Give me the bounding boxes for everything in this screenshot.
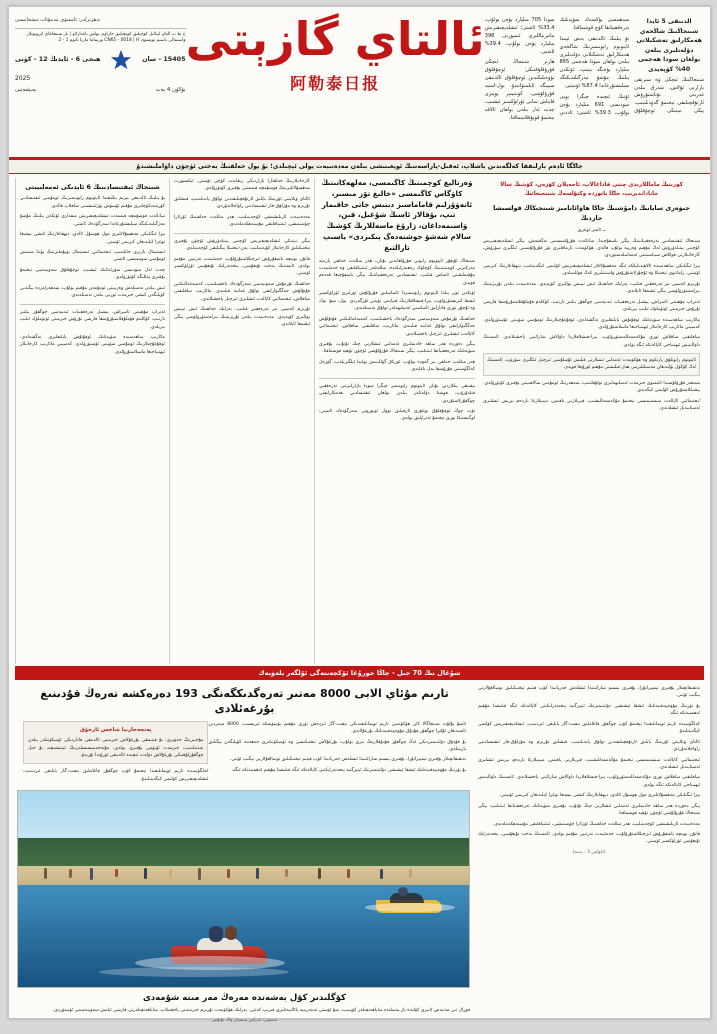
photo-credit: تەسۋىر: ئەركىن پەيسان ۋاڭ تۇتۇس [211,1017,278,1023]
column-a-subtitle: جىۋەرى سايانىڭ دامۇشنىڭ جاڭا ھاۋائانامىز شىنجىڭاڭ قولسىشا جازدىڭ [493,204,690,223]
lower-left-para: ئالتاي ۋىلايىتى ئۆزىنىڭ بايلىق ئارتۇقچىلىقىدىن تولۇق پايدىلىنىپ، قىشلىق تۇرىزم ۋە مۇزلۇق-قار ئىقتىسادىنى راۋاجلاندۇردى. [478,739,700,753]
column-a-para: يېزا ئىگىلىكى ساھەسىدە ئالاھىدىلىككە ئىگە مەھسۇلاتلار ئىشلەپچىقىرىش كۆلىمى كېڭەيتىلىپ، دېھقانلارنىڭ كىرىمى ئۆستى. زامانىۋى تېخنىكا ۋە ئۇچۇرلاشتۇرۇش ۋاسىتىلىرى كەڭ قوللىنىلدى. [483,263,700,277]
lower-left-para: ئىجتىمائىي كاپالەت سىستېمىسى تېخىمۇ مۇكەممەللىشىپ، قېرىلارنى باقىش، مېيىپلارغا ياردەم بېرىش ئىشلىرى ئەستايىدىل ئىشلەندى. [478,757,700,770]
masthead-dateline [15,74,186,84]
banner-slogan: جاڭگا ئادەم بارلىققا كەلگەندىن باشلاپ، ئەقىل-پاراسەتنىڭ ئويغىنىشى بىلەن مەدەنىيەت يولى ئېچىلدى؛ بۇ يول خەلقنىڭ بەختى ئۈچۈن داۋاملىشىدۇ [9,159,710,174]
section-bar: شۇغال نىڭ 70 جىل - جاڭا جورۇغا ئۆكجەنتەگى ئۆلگەر بلەۋبەك [15,666,704,680]
feature-col-left [19,721,208,787]
masthead-issue-line [15,49,186,71]
lower-left-text [474,685,704,1031]
photo-wake [365,903,455,912]
masthead [9,7,710,159]
column-b [314,178,479,664]
column-c-para: مەدەنىيەت ئارىلىشىشى كۈچەيتىلىپ، ھەر مىللەت خەلقىنىڭ ئۆزئارا چۈشىنىشى، ئىتتىپاقلىقى مۇستەھكەملەندى. [174,214,310,228]
feature-para: كەلگۈسىدە تارىم ئويمانلىقىدا تېخىمۇ كۆپ چوڭقۇر قاتلاملىق نېفىت-گاز بايلىقى ئىزدىنىپ، ئىشلەپچىقىرىش كۆلىمى كېڭەيتىلىدۇ. [23,769,209,782]
column-d-para: چەت ئەل سودىسى سۈرئەتلىك ئېشىپ، ئوچۇقلۇق سەۋىيەسى تېخىمۇ يۇقىرى پەللىگە كۆتۈرۈلدى. [20,267,165,281]
star-icon [110,49,132,71]
left-col-para: بۇ يىلنىڭ ئالدىنقى بەش ئېيىدا ئاپتونوم رايونىمىزنىڭ شاڭخەي ھەمكارلىق تەشكىلاتى دۆلەتلىرى بىلەن بولغان سودا ھەجمى 865 مىليارد يۈەنگە يېتىپ، ئۆتكەن يىلنىڭ مۇشۇ مەزگىلىدىكىگە سېلىشتۇرغاندا 87.4% ئۆستى. [559,35,630,90]
column-a-para: شەھەر قۇرۇلۇشىدا ئاممىۋى خىزمەت ئەسلىھەلىرى تولۇقلىنىپ، شەھەرنىڭ ئومۇمىي سالاھىيىتى يۇقىرى كۆتۈرۈلدى. يېشىللاشتۇرۇش كۆلىمى كېڭەيدى. [483,380,700,394]
issue-date: ھىجى 6 - ئايدىڭ 12 - كۈنى [15,55,101,64]
column-a-para: مائارىپ ساھەسىدە سۈپەتلىك ئوقۇتۇش بايلىقلىرى تەڭشەلدى، ئوقۇغۇچىلارنىڭ ئومۇمىي سۈپىتى ئۆستۈرۈلدى. كەسپىي مائارىپ كارخانىلار ئېھتىياجىغا ماسلاشتۇرۇلدى. [483,317,700,330]
column-b-para: ئۆتكەن ئون يىلدا ئاپتونوم رايونىمىزدا ئاساسلىق قۇرۇلۇش تۈرلىرى ئۈزلۈكسىز ئىشقا كىرىشتۈرۈلۈپ، يېزا-قىشلاقلارنىڭ قىياپىتى تۈپتىن ئۆزگەردى. يول، سۇ، توك ۋە ئۇچۇر تورى قاتارلىق ئاساسىي ئەسلىھەلەر تولۇق تەمىنلەندى. [319,291,475,312]
column-d-para: مائارىپ ساھەسىدە سۈپەتلىك ئوقۇتۇش بايلىقلىرى تەڭشەلدى، ئوقۇغۇچىلارنىڭ ئومۇمىي سۈپىتى ئۆستۈرۈلدى. كەسپىي مائارىپ كارخانىلار ئېھتىياجىغا ماسلاشتۇرۇلدى. [20,334,165,355]
lower-left-para: كەلگۈسىدە تارىم ئويمانلىقىدا تېخىمۇ كۆپ چوڭقۇر قاتلاملىق نېفىت-گاز بايلىقى ئىزدىنىپ، ئىشلەپچىقىرىش كۆلىمى كېڭەيتىلىدۇ. [478,721,700,735]
column-a [479,178,704,664]
periodicity: بەيشەنبى [15,86,37,93]
photo-subcaption: قورال تىن مەتبەس ئابىرى كۆلىدە ياز پەسلىدە ساياھەتچىلەر كۆپىيىپ، سۇ ئۈستى تەنتەربىيە پائالىيەتلىرى قىزىپ كەتتى. يەرلىك ھۆكۈمەت تۇرىزم خىزمىتىنى ياخشىلاپ، ساياھەتچىلەرنى قارشى ئېلىش سەۋىيەسىنى ئۆستۈردى. [52,1008,470,1014]
issue-number: 15405 - سان [142,55,186,64]
column-a-para: ئەتراپ مۇھىتنى ئاسراش، يېشىل تەرەققىيات ئىدىيەسى چوڭقۇر يىلتىز تارتىپ، كۆكلەم قۇملۇقلاشتۇرۇشقا قارشى تۇرۇش خىزمىتى ئۈنۈملۈك ئېلىپ بېرىلدى. [483,299,700,313]
issue-year: 2025 [15,74,31,82]
feature-photo [17,790,470,988]
left-col-para: ئۇنىڭ ئىچىدە چېگرا بويى سودىسى 691 مىليارد يۈەن بولۇپ، 39.3% ئاشتى؛ ئاددىي سودا 705 مىليارد يۈەن بولۇپ، 33.4% ئاشتى؛ ئىشلەپچىقىرىش ماتېرىياللىرى ئىمپورتى 398 مىليارد يۈەن بولۇپ، 39.4% ئاشتى. [484,17,630,116]
newspaper-page [8,6,711,1023]
column-b-para: ھەر مىللەت خەلقى بىر گەۋدە بولۇپ، ئورتاق گۈللىنىش يولىدا ئىلگىرىلەپ، گۈزەل كەلگۈسىنى قۇرۇشقا بەل باغلىدى. [319,359,475,373]
column-a-note: ئاپتونوم رايونلۇق پارتكوم ۋە ھۆكۈمەت ئەمەلىي ئىشلارنى قىلىش ئۇسلۇبىنى ئىزچىل ئىلگىرى سۈرۈپ، ئاممىنىڭ ئەڭ كۆڭۈل بۆلىدىغان مەسىلىلىرىنى ھەل قىلىشنى مۇھىم ئورۇنغا قويدى. [483,353,700,375]
lower-left-para: قانۇن بويىچە باشقۇرۇش ئىزچىللاشتۇرۇلۇپ، جەمئىيەت تەرتىپى مۇقىم بولدى. ئاممىنىڭ بەخت تۇيغۇسى، بىخەتەرلىك تۇيغۇسى ئۈزلۈكسىز ئۆستى. [478,832,700,845]
lower-left-para: يېڭى دەۋردە ھەر ساھە خادىملىرى ئەمەلىي ئىشلارنى چىڭ تۇتۇپ، يۇقىرى سۈپەتلىك تەرەققىياتقا ئىنتىلىپ، يېڭى شىنجاڭ قۇرۇلۇشى ئۈچۈن تۆھپە قوشماقتا. [478,803,700,817]
divider [174,233,310,234]
column-d [15,178,169,664]
lower-left-para: بۇ تۈرنىڭ مۇۋەپپەقىيەتلىك ئىشقا ئېشىشى دۆلىتىمىزنىڭ ئېنېرگىيە بىخەتەرلىكىنى كاپالەتكە ئىگە قىلىشتا مۇھىم ئەھمىيەتكە ئىگە. [478,703,700,717]
column-c [169,178,314,664]
lower-left-para: تەتقىقاتچىلار يۇقىرى تېمپېراتۇرا، يۇقىرى بېسىم شارائىتىدا ئىشلەش جەريانىدا كۆپ قېتىم تېخنىكىلىق توسالغۇلارنى يېڭىپ ئۆتتى. [478,686,700,699]
lead-headline: ۋەرتاليغ كوچمىنىڭ كاگىمسى، مەلھەكاتىنىڭ كاۋگاس كاگىمسى «خالىغ تۆز مىسىر، ئانەۋۇرلىم قاماماسىز دىنىس جاتى خاقىمار تىپ، بۇقالار ئاسىڭ شۇغىل، قىن، ۋاسىمەداغان، ژارۇغ ماسەللارىڭ كۆشىڭ سالام شەشۆ جوشنەدەگ پىكىردى» ياسىپ تارالتىغ [321,178,473,252]
feature-para: بۇ قۇدۇق دۆلىتىمىزدىكى ئەڭ چوڭقۇر قۇدۇقلارنىڭ بىرى بولۇپ، بۇرغۇلاش تېخنىكىسى ۋە ئۈسكۈنىلىرى جەھەتتە كۆپلىگەن يېڭىلىق يارىتىلدى. [208,739,466,752]
left-col-para: ھازىر شىنجاڭ ئىچكى قۇرۇقلۇقتىكى ئوچۇقلۇق تۆۋەنلىكىدىن ئوچۇقلۇق ئالدىنقى سېپىگە ئايلىنىۋاتىدۇ. يول-لىنىيە قۇرۇلۇشى، كونتېينېر پويىزى قاتناش سانى ئۈزلۈكسىز ئېشىپ، چەت ئەل بىلەن بولغان ئالاقە تېخىمۇ قويۇقلاشماقتا. [484,59,555,121]
column-c-para: يېڭى تىپتىكى ئىشلەپچىقىرىش كۈچىنى يېتىلدۈرۈش ئۈچۈن يۇقىرى تېخنىكىلىق كارخانىلار كۆپەيتىلىپ، پەن-تېخنىكا يېڭىلىقى كۈچەيتىلدى. [174,238,310,252]
column-c-para: خەلقنىڭ تۇرمۇش سەۋىيەسى سەزگۈدەك ياخشىلىنىپ، كەمبەغەللىكتىن قۇتۇلۇش جەڭگىۋارلىقى تولۇق غەلىبە قىلىندى. مائارىپ، ساقلىقنى ساقلاش، ئىجتىمائىي كاپالەت ئىشلىرى ئىزچىل ياخشىلاندى. [174,281,310,302]
newspaper-title-uyghur: ئالتاي گازېتى [185,12,485,66]
photo-crowd [36,866,451,890]
lower-right-feature [15,685,474,1031]
column-c-para: ئالتاي ۋىلايىتى ئۆزىنىڭ بايلىق ئارتۇقچىلىقىدىن تولۇق پايدىلىنىپ، قىشلىق تۇرىزم ۋە مۇزلۇق-قار ئىقتىسادىنى راۋاجلاندۇردى. [174,196,310,210]
masthead-left-article [485,11,704,157]
column-c-para: كارخانىلارنىڭ خەلقئارا بازاردىكى رىقابەت كۈچى ئۆستى، ئېكسپورت مەھسۇلاتلىرىنىڭ قوشۇمچە قىممىتى يۇقىرى كۆتۈرۈلدى. [174,179,310,192]
column-d-para: ئەتراپ مۇھىتنى ئاسراش، يېشىل تەرەققىيات ئىدىيەسى چوڭقۇر يىلتىز تارتىپ، كۆكلەم قۇملۇقلاشتۇرۇشقا قارشى تۇرۇش خىزمىتى ئۈنۈملۈك ئېلىپ بېرىلدى. [20,309,165,330]
feature-headline: تارىم مۇئاي الابى 8000 مەتىر تەرەگدىكگەنگى 193 دەرەكشە تەرەڭ قۇدىنىغ بۇرغەئلادى [40,687,449,715]
page-count: بۈكۈن 4 بەت [155,86,186,93]
lower-section [9,682,710,1034]
divider [319,378,475,379]
masthead-notice: تەھرىرلەر: ئاممىۋى مەتبۇئات ئىشخانىسى [15,17,101,23]
column-d-para: ئىش بىلەن تەمىنلەش ۋەزىيىتى ئومۇمەن مۇقىم بولۇپ، شەھەرلەردە يېڭىدىن كۆپلىگەن كىشى خىزمەت ئورنى بىلەن تەمىنلەندى. [20,285,165,299]
lower-left-para: يېزا ئىگىلىكى مەھسۇلاتلىرى مول ھوسۇل ئالدى، دېھقانلارنىڭ كىشى بېشىغا توغرا كېلىدىغان كىرىمى ئۆستى. [499,793,700,799]
feature-body [19,721,470,787]
column-a-title: كورىنىڭ ماماللارىدى چنتى قاداغالاپ، ئاخەيلان كۆزەن، كۆشىڭ سالا جاناداندىرىپ، جاڭا باتوردە وكتۇلسەڭ شىنجىغائىڭ [500,182,683,198]
sidebox-text: مۇخبىرنىڭ خەۋىرى: بۇ قېتىمقى بۇرغۇلاش خىزمىتى ئالدىنقى قاتاردىكى ئۈسكۈنىلەر بىلەن تەمىنلىنىپ، خىزمەت ئۈنۈمى يۇقىرى بولدى. مۇتەخەسسىسلەرنىڭ ئېيتىشىچە، بۇ خىل چوڭقۇرلۇقتىكى بۇرغۇلاش دۆلەت ئىچىدە ئالدىنقى ئورۇندا تۇرىدۇ. [28,738,204,759]
lower-left-para: مەدەنىيەت ئارىلىشىشى كۈچەيتىلىپ، ھەر مىللەت خەلقىنىڭ ئۆزئارا چۈشىنىشى، ئىتتىپاقلىقى مۇستەھكەملەندى. [492,821,700,827]
column-b-para: يېقىنقى يىللاردىن بۇيان ئاپتونوم رايونىمىز چېگرا سودا بازارلىرىنى تەرەققىي قىلدۇرۇپ، قوشنا دۆلەتلەر بىلەن بولغان ئىقتىسادىي ھەمكارلىقنى چوڭقۇرلاشتۇردى. [319,383,475,404]
column-d-para: سانائەت قوشۇمچە قىممەت ئىشلەپچىقىرىش مىقدارى ئۆتكەن يىلنىڭ مۇشۇ مەزگىلىدىكىگە سېلىشتۇرغاندا سەزگۈدەك ئاشتى. [20,214,165,227]
masthead-authority-line [15,16,186,29]
column-c-para: قانۇن بويىچە باشقۇرۇش ئىزچىللاشتۇرۇلۇپ، جەمئىيەت تەرتىپى مۇقىم بولدى. ئاممىنىڭ بەخت تۇيغۇسى، بىخەتەرلىك تۇيغۇسى ئۈزلۈكسىز ئۆستى. [174,256,310,277]
photo-caption: كۆگلىدىر كۆل بەشەندە مەرەڭ مەر مىنە شۇمەدى [143,993,346,1004]
left-col-para: شىنجاڭنىڭ ئىچكى ۋە سىرتقى بازارنى ئۇلاش، شەرق بىلەن غەربنى تۇتاشتۇرۇش ئارتۇقچىلىقى تېخىمۇ گەۋدىلىنىپ، يېڭى تىپتىكى ئوچۇقلۇق سەھنىسى يۈكسەك سۈپەتلىك تەرەققىياتقا كۈچ قوشماقتا. [559,17,704,115]
newspaper-title-chinese: 阿勒泰日报 [290,73,381,93]
column-b-para: شىنجاڭ ئۇيغۇر ئاپتونوم رايونى قۇرۇلغاندىن بۇيان، ھەر مىللەت خەلقى پارتىيە مەركىزىي كومىتېتىنىڭ كۈچلۈك رەھبەرلىكىدە، مىللەتلەر ئىتتىپاقلىقى ۋە جەمئىيەت مۇقىملىقىنى ئاساس قىلىپ، ئىقتىسادىي تەرەققىياتنىڭ يېڭى باسقۇچىغا قەدەم قويدى. [319,258,475,286]
column-a-para: تۇرىزم كەسپى تېز تەرەققىي قىلىپ، يەرلىك خەلقنىڭ ئىش تېپىش يوللىرى كۆپەيدى. مەدەنىيەت بىلەن تۇرىزمنىڭ بىرلەشتۈرۈلۈشى يېڭى ئېقىمغا ئايلاندى. [483,281,700,295]
masthead-codes: ح ط ب التاي ليبائىل كوچىلىق كويچىلىق جازاۋى بولس باغدارلاو | بار شىنجاغاي ايرونوتلار ۋاسىمالى باسىم تويسوى CN65 - 0018 | H ورىتتاما مارتا ئانوم 1 - 2 [26,31,186,44]
lower-left-para: ساقلىقنى ساقلاش تورى مۇكەممەللەشتۈرۈلۈپ، يېزا-قىشلاقلاردا داۋالاش شارائىتى ياخشىلاندى. ئاممىنىڭ داۋالىنىش ئېھتىياجى كاپالەتكە ئىگە بولدى. [478,775,700,788]
column-b-para: يېڭى دەۋردە ھەر ساھە خادىملىرى ئەمەلىي ئىشلارنى چىڭ تۇتۇپ، يۇقىرى سۈپەتلىك تەرەققىياتقا ئىنتىلىپ، يېڭى شىنجاڭ قۇرۇلۇشى ئۈچۈن تۆھپە قوشماقتا. [319,341,475,355]
left-lead-headline: الدىنقى 5 ئايدا شىنجاڭنىڭ شاڭخەي ھەمكارلىق تەشكىلاتى دۆلەتلىرى بىلەن بولغان سودا ھەجمى 40% كۆپەيدى [636,18,702,74]
column-b-para: خەلقنىڭ تۇرمۇش سەۋىيەسى سەزگۈدەك ياخشىلىنىپ، كەمبەغەللىكتىن قۇتۇلۇش جەڭگىۋارلىقى تولۇق غەلىبە قىلىندى. مائارىپ، ساقلىقنى ساقلاش، ئىجتىمائىي كاپالەت ئىشلىرى ئىزچىل ياخشىلاندى. [319,316,475,337]
lower-left-column [478,685,700,856]
main-article-area [9,174,710,664]
column-b-para: تۆت چوڭ ئوچۇقلۇق بوغۇزى ئارقىلىق توۋار ئوبوروتى سەزگۈدەك ئاشتى، لوگىستىكا تورى تېخىمۇ ئەتراپلىق بولدى. [319,409,475,422]
feature-sidebox [23,721,208,765]
continuation-note: (داۋامى 3 - بەتتە) [572,849,606,855]
column-d-para: بۇ يىلنىڭ ئالدىنقى يېرىم يىللىقىدا ئاپتونوم رايونىمىزنىڭ ئومۇمىي ئىقتىسادىي كۆرسەتكۈچلىرى مۇقىم ئۆسۈش يۈزلىنىشىنى ساقلاپ قالدى. [20,196,165,209]
feature-para: تەتقىقاتچىلار يۇقىرى تېمپېراتۇرا، يۇقىرى بېسىم شارائىتىدا ئىشلەش جەريانىدا كۆپ قېتىم تېخنىكىلىق توسالغۇلارنى يېڭىپ ئۆتتى. [229,757,466,763]
column-a-para: ساقلىقنى ساقلاش تورى مۇكەممەللەشتۈرۈلۈپ، يېزا-قىشلاقلاردا داۋالاش شارائىتى ياخشىلاندى. ئاممىنىڭ داۋالىنىش ئېھتىياجى كاپالەتكە ئىگە بولدى. [483,335,700,348]
column-a-para: ئىجتىمائىي كاپالەت سىستېمىسى تېخىمۇ مۇكەممەللىشىپ، قېرىلارنى باقىش، مېيىپلارغا ياردەم بېرىش ئىشلىرى ئەستايىدىل ئىشلەندى. [483,398,700,411]
column-d-para: يېزا ئىگىلىكى مەھسۇلاتلىرى مول ھوسۇل ئالدى، دېھقانلارنىڭ كىشى بېشىغا توغرا كېلىدىغان كىرىمى ئۆستى. [20,232,165,245]
column-d-title: شىنجاڭ ئىقتىسادىنىڭ 6 ئايدىكى ئەمەلىيىتى [25,183,160,191]
column-d-para: ئىستېمال بازىرى جانلىنىپ، ئىجتىمائىي ئىستېمال بويۇملىرىنىڭ پۈتتا سېتىش ئومۇمىي سوممىسى ئاشتى. [20,250,165,263]
masthead-logo [186,11,485,157]
feature-col-right [208,721,470,787]
column-c-para: تۇرىزم كەسپى تېز تەرەققىي قىلىپ، يەرلىك خەلقنىڭ ئىش تېپىش يوللىرى كۆپەيدى. مەدەنىيەت بىلەن تۇرىزمنىڭ بىرلەشتۈرۈلۈشى يېڭى ئېقىمغا ئايلاندى. [174,307,310,327]
column-a-para: شىنجاڭ ئىقتىسادىي تەرەققىياتىنىڭ يېڭى باسقۇچىدا، سانائەت قۇرۇلمىسىنى تەڭشەش، يېڭى ئىشلەپچىقىرىش كۈچىنى يېتىلدۈرۈش ئەڭ مۇھىم ۋەزىپە بولۇپ قالدى. ھۆكۈمەت تارماقلىرى تۈر قۇرۇلۇشىنى ئىلگىرى سۈرۈش، كارخانىلارنى قوللاش سىياسىتىنى ئەمەلىيلەشتۈردى. [483,238,700,259]
divider [20,304,165,305]
column-a-byline: ــ ئامىر ئوغرى [577,227,606,233]
sidebox-title: پەنجەخارىيا شاخس ئارجۇق [79,726,152,733]
masthead-right-meta [15,11,186,157]
feature-para: بۇ تۈرنىڭ مۇۋەپپەقىيەتلىك ئىشقا ئېشىشى دۆلىتىمىزنىڭ ئېنېرگىيە بىخەتەرلىكىنى كاپالەتكە ئىگە قىلىشتا مۇھىم ئەھمىيەتكە ئىگە. [231,767,466,773]
feature-para: ئاشۇ بۇلۇت شىنجاڭالا كان ھۆكۈمىنى تارىم ئويمانلىقىدىكى نېفىت-گاز ئىزدەش تۈرى مۇھىم بۆسۈشكە ئېرىشىپ، 8000 مېتىردىن ئاشىدىغان ئۇلترا چوڭقۇر قۇدۇق مۇۋەپپەقىيەتلىك بۇرغۇلاندى. [208,721,466,735]
